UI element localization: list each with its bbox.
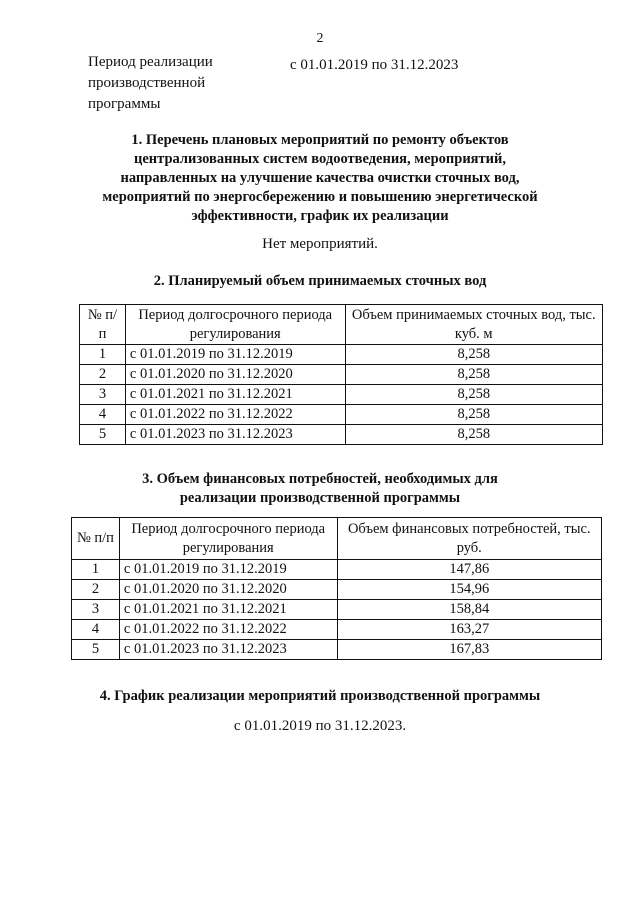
table-row [72,580,602,600]
row-value: 8,258 [345,385,602,405]
row-period: с 01.01.2022 по 31.12.2022 [119,620,337,640]
row-period: с 01.01.2020 по 31.12.2020 [119,580,337,600]
period-label [88,52,213,115]
row-value: 163,27 [337,620,601,640]
section4-note: с 01.01.2019 по 31.12.2023. [233,718,407,734]
section1-title-line: мероприятий по энергосбережению и повышению энергетической [102,189,538,205]
row-number: 1 [72,560,120,580]
section3-title-line: 3. Объем финансовых потребностей, необходимых для [142,471,498,487]
row-period: с 01.01.2019 по 31.12.2019 [125,345,345,365]
row-period: с 01.01.2019 по 31.12.2019 [119,560,337,580]
row-value: 158,84 [337,600,601,620]
table-row [72,640,602,660]
header-number: № п/п [72,518,120,560]
row-period: с 01.01.2020 по 31.12.2020 [125,365,345,385]
period-label-line: программы [88,96,161,112]
section1-title-line: эффективности, график их реализации [191,208,449,224]
row-number: 4 [80,405,126,425]
table-row [80,385,603,405]
table-row [80,345,603,365]
header-period: Период долгосрочного периода регулирования [125,305,345,345]
table-header-row [72,518,602,560]
row-number: 1 [80,345,126,365]
table-row [80,365,603,385]
section1-note: Нет мероприятий. [262,236,378,252]
section3-title-line: реализации производственной программы [179,490,461,506]
row-value: 154,96 [337,580,601,600]
header-number: № п/п [80,305,126,345]
row-number: 3 [80,385,126,405]
page-number: 2 [316,31,324,46]
table-row [80,425,603,445]
section1-title-line: направленных на улучшение качества очистки сточных вод, [120,170,520,186]
period-label-line: производственной [88,75,206,91]
table-row [80,405,603,425]
section3-title [0,470,640,508]
row-number: 2 [80,365,126,385]
header-volume: Объем принимаемых сточных вод, тыс. куб. м [345,305,602,345]
row-value: 147,86 [337,560,601,580]
row-period: с 01.01.2023 по 31.12.2023 [119,640,337,660]
section1-title-line: централизованных систем водоотведения, мероприятий, [134,151,506,167]
header-finance: Объем финансовых потребностей, тыс. руб. [337,518,601,560]
row-number: 5 [72,640,120,660]
row-value: 167,83 [337,640,601,660]
row-period: с 01.01.2021 по 31.12.2021 [125,385,345,405]
sewage-volume-table [79,304,603,445]
row-value: 8,258 [345,345,602,365]
row-value: 8,258 [345,425,602,445]
row-value: 8,258 [345,365,602,385]
row-number: 2 [72,580,120,600]
row-number: 5 [80,425,126,445]
section1-title-line: 1. Перечень плановых мероприятий по ремонту объектов [131,132,509,148]
table-row [72,620,602,640]
row-number: 4 [72,620,120,640]
row-period: с 01.01.2021 по 31.12.2021 [119,600,337,620]
table-header-row [80,305,603,345]
section1-title [0,131,640,226]
header-period: Период долгосрочного периода регулирования [119,518,337,560]
table-row [72,600,602,620]
table-row [72,560,602,580]
section2-title: 2. Планируемый объем принимаемых сточных вод [153,273,487,289]
period-label-line: Период реализации [88,54,213,70]
financial-needs-table [71,517,602,660]
row-number: 3 [72,600,120,620]
period-value: с 01.01.2019 по 31.12.2023 [290,57,459,73]
row-value: 8,258 [345,405,602,425]
row-period: с 01.01.2022 по 31.12.2022 [125,405,345,425]
section4-title: 4. График реализации мероприятий производственной программы [99,688,541,704]
row-period: с 01.01.2023 по 31.12.2023 [125,425,345,445]
